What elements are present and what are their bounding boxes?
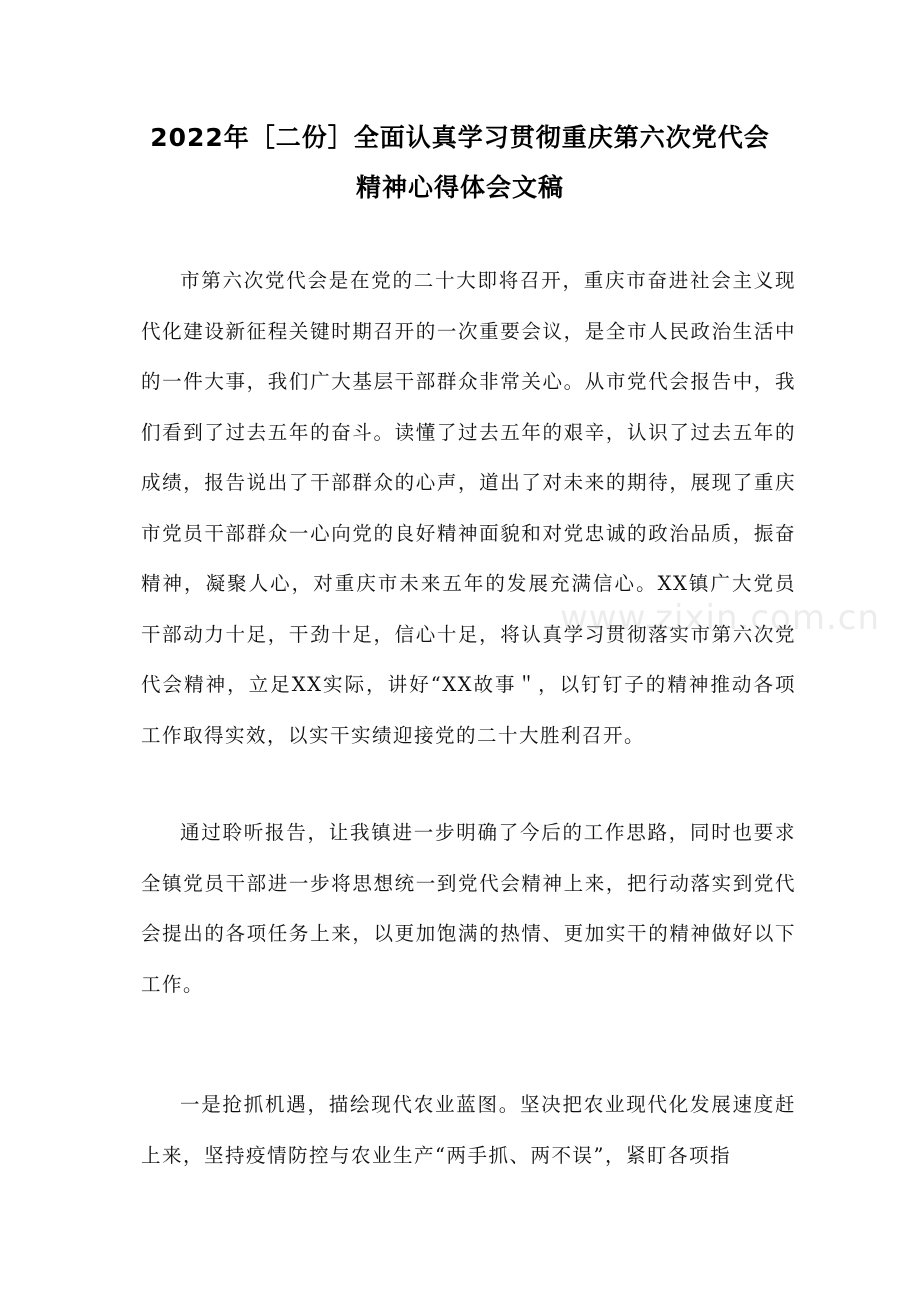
body-paragraph-1: 市第六次党代会是在党的二十大即将召开，重庆市奋进社会主义现代化建设新征程关键时期召开的一次重要会议，是全市人民政治生活中的一件大事，我们广大基层干部群众非常关心。从市党代会报告中，我们看到了过去五年的奋斗。读懂了过去五年的艰辛，认识了过去五年的成绩，报告说出了干部群众的心声，道出了对未来的期待，展现了重庆市党员干部群众一心向党的良好精神面貌和对党忠诚的政治品质，振奋精神，凝聚人心，对重庆市未来五年的发展充满信心。XX镇广大党员干部动力十足，干劲十足，信心十足，将认真学习贯彻落实市第六次党代会精神，立足XX实际，讲好“XX故事＂，以钉钉子的精神推动各项工作取得实效，以实干实绩迎接党的二十大胜利召开。: [141, 269, 796, 747]
document-title-line-2: 精神心得体会文稿: [355, 173, 564, 202]
body-paragraph-3: 一是抢抓机遇，描绘现代农业蓝图。坚决把农业现代化发展速度赶上来，坚持疫情防控与农业生产“两手抓、两不误”，紧盯各项指: [141, 1093, 796, 1167]
watermark: www.zixin.com.cn: [560, 598, 880, 638]
document-title-line-1: 2022年［二份］全面认真学习贯彻重庆第六次党代会: [150, 123, 770, 152]
body-paragraph-2: 通过聆听报告，让我镇进一步明确了今后的工作思路，同时也要求全镇党员干部进一步将思想统一到党代会精神上来，把行动落实到党代会提出的各项任务上来，以更加饱满的热情、更加实干的精神做好以下工作。: [141, 821, 796, 996]
